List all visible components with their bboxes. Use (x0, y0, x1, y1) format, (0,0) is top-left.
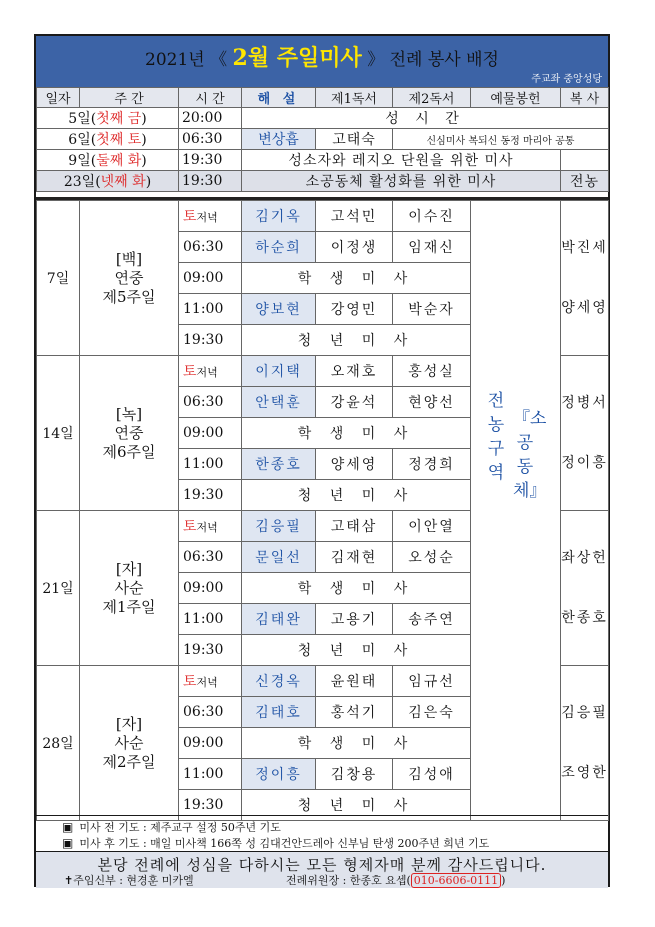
reading2-cell: 이안열 (393, 511, 471, 542)
mass-time: 11:00 (179, 604, 242, 635)
header-offering: 예물봉헌 (471, 88, 561, 108)
commentator-cell: 김태완 (242, 604, 316, 635)
title-month: 2월 주일미사 (232, 45, 362, 71)
youth-mass-cell: 청 년 미 사 (242, 480, 471, 511)
offering-vertical-text (471, 201, 560, 820)
commentator-cell: 양보현 (242, 294, 316, 325)
commentator-cell: 김태호 (242, 697, 316, 728)
special-row (37, 150, 609, 171)
header-server: 복 사 (561, 88, 609, 108)
commentator-cell: 정이흥 (242, 759, 316, 790)
special-date: 6일(첫째 토) (37, 129, 179, 150)
note-line: ▣ 미사 후 기도 : 매일 미사책 166쪽 성 김대건안드레아 신부님 탄생 200주년 희년 기도 (62, 836, 490, 850)
mass-time: 09:00 (179, 418, 242, 449)
evening-label: 저녁 (196, 211, 218, 224)
reading1-cell: 고용기 (316, 604, 393, 635)
server-name: 김응필 (561, 705, 608, 721)
season-name: 사순 (114, 578, 144, 597)
page-title (36, 41, 608, 72)
mass-time: 06:30 (179, 542, 242, 573)
season-name: 연중 (114, 423, 144, 442)
prayer-notes (36, 815, 608, 852)
liturgical-season (80, 666, 179, 821)
commentator-cell: 김응필 (242, 511, 316, 542)
mass-time: 11:00 (179, 449, 242, 480)
special-time: 06:30 (179, 129, 242, 150)
special-server: 전농 (561, 171, 609, 192)
mass-time: 19:30 (179, 480, 242, 511)
reading1-cell: 고석민 (316, 201, 393, 232)
mass-time: 09:00 (179, 573, 242, 604)
special-time: 19:30 (179, 171, 242, 192)
evening-label: 저녁 (196, 366, 218, 379)
altar-server-cell (561, 511, 609, 666)
special-date: 5일(첫째 금) (37, 108, 179, 129)
student-mass-cell: 학 생 미 사 (242, 728, 471, 759)
table-header-row (37, 88, 609, 108)
reading2-cell: 홍성실 (393, 356, 471, 387)
special-time: 20:00 (179, 108, 242, 129)
altar-server-cell (561, 666, 609, 821)
altar-server-cell (561, 201, 609, 356)
sunday-date: 28일 (37, 666, 80, 821)
week-name: 제2주일 (102, 752, 156, 771)
special-row (37, 129, 609, 150)
reading1-cell: 이정생 (316, 232, 393, 263)
reading1-cell: 강윤석 (316, 387, 393, 418)
chair-line: 전례위원장 : 한종호 요셉( 010-6606-0111 ) (286, 874, 506, 887)
mass-time: 09:00 (179, 728, 242, 759)
server-name: 박진세 (561, 240, 608, 256)
square-bullet-icon: ▣ (62, 820, 74, 834)
reading2-cell: 임규선 (393, 666, 471, 697)
mass-time: 19:30 (179, 790, 242, 821)
schedule-row (37, 201, 609, 232)
vestment-color: [자] (115, 714, 143, 733)
reading1-cell: 오재호 (316, 356, 393, 387)
evening-label: 저녁 (196, 521, 218, 534)
special-server (561, 150, 609, 171)
youth-mass-cell: 청 년 미 사 (242, 790, 471, 821)
week-name: 제5주일 (102, 287, 156, 306)
student-mass-cell: 학 생 미 사 (242, 418, 471, 449)
season-name: 연중 (114, 268, 144, 287)
mass-time: 19:30 (179, 635, 242, 666)
reading1-cell: 양세영 (316, 449, 393, 480)
server-name: 정병서 (561, 395, 608, 411)
special-date: 9일(둘째 화) (37, 150, 179, 171)
header-reading2: 제2독서 (393, 88, 471, 108)
sunday-date: 14일 (37, 356, 80, 511)
special-time: 19:30 (179, 150, 242, 171)
server-name: 조영한 (561, 765, 608, 781)
special-reading1: 고태숙 (316, 129, 393, 150)
saturday-label: 토 (183, 519, 197, 535)
title-prefix: 2021년 《 (145, 50, 228, 70)
commentator-cell: 김기옥 (242, 201, 316, 232)
special-description: 소공동체 활성화를 위한 미사 (242, 171, 561, 192)
reading2-cell: 정경희 (393, 449, 471, 480)
server-name: 정이흥 (561, 455, 608, 471)
special-description: 성소자와 레지오 단원을 위한 미사 (242, 150, 561, 171)
special-row (37, 108, 609, 129)
saturday-label: 토 (183, 364, 197, 380)
server-name: 좌상헌 (561, 550, 608, 566)
schedule-sheet (34, 34, 610, 887)
server-name: 양세영 (561, 300, 608, 316)
footer (36, 851, 608, 888)
note-line: ▣ 미사 전 기도 : 제주교구 설정 50주년 기도 (62, 820, 281, 834)
title-bar (36, 36, 608, 88)
week-name: 제6주일 (102, 442, 156, 461)
liturgical-season (80, 201, 179, 356)
header-date: 일자 (37, 88, 80, 108)
season-name: 사순 (114, 733, 144, 752)
reading2-cell: 이수진 (393, 201, 471, 232)
reading2-cell: 오성순 (393, 542, 471, 573)
reading1-cell: 윤원태 (316, 666, 393, 697)
sunday-date: 7일 (37, 201, 80, 356)
server-name: 한종호 (561, 610, 608, 626)
week-name: 제1주일 (102, 597, 156, 616)
evening-label: 저녁 (196, 676, 218, 689)
saturday-label: 토 (183, 674, 197, 690)
mass-time: 11:00 (179, 294, 242, 325)
header-week: 주 간 (80, 88, 179, 108)
reading1-cell: 김창용 (316, 759, 393, 790)
offering-group-left: 전 농 구 역 (487, 391, 505, 483)
reading2-cell: 현양선 (393, 387, 471, 418)
phone-number: 010-6606-0111 (411, 873, 501, 888)
special-note: 신심미사 복되신 동정 마리아 공통 (393, 129, 609, 150)
mass-time: 09:00 (179, 263, 242, 294)
mass-time: 06:30 (179, 232, 242, 263)
pastor-line: ✝주임신부 : 현경훈 미카엘 (64, 874, 194, 887)
student-mass-cell: 학 생 미 사 (242, 573, 471, 604)
reading2-cell: 송주연 (393, 604, 471, 635)
student-mass-cell: 학 생 미 사 (242, 263, 471, 294)
commentator-cell: 안택훈 (242, 387, 316, 418)
youth-mass-cell: 청 년 미 사 (242, 635, 471, 666)
commentator-cell: 문일선 (242, 542, 316, 573)
saturday-evening-label (179, 201, 242, 232)
sunday-date: 21일 (37, 511, 80, 666)
reading1-cell: 고태삼 (316, 511, 393, 542)
header-time: 시 간 (179, 88, 242, 108)
reading2-cell: 임재신 (393, 232, 471, 263)
reading1-cell: 홍석기 (316, 697, 393, 728)
commentator-cell: 하순희 (242, 232, 316, 263)
vestment-color: [녹] (115, 404, 143, 423)
mass-time: 06:30 (179, 697, 242, 728)
special-description: 성 시 간 (242, 108, 609, 129)
thanks-message: 본당 전례에 성심을 다하시는 모든 형제자매 분께 감사드립니다. (97, 856, 547, 874)
mass-time: 19:30 (179, 325, 242, 356)
square-bullet-icon: ▣ (62, 836, 74, 850)
offering-cell (471, 201, 561, 821)
header-commentary: 해 설 (242, 88, 316, 108)
reading2-cell: 김성애 (393, 759, 471, 790)
saturday-evening-label (179, 666, 242, 697)
saturday-evening-label (179, 356, 242, 387)
commentator-cell: 신경옥 (242, 666, 316, 697)
reading1-cell: 강영민 (316, 294, 393, 325)
liturgical-season (80, 356, 179, 511)
reading2-cell: 박순자 (393, 294, 471, 325)
liturgical-season (80, 511, 179, 666)
reading2-cell: 김은숙 (393, 697, 471, 728)
mass-time: 11:00 (179, 759, 242, 790)
special-date: 23일(넷째 화) (37, 171, 179, 192)
header-reading1: 제1독서 (316, 88, 393, 108)
commentator-cell: 이지택 (242, 356, 316, 387)
vestment-color: [자] (115, 559, 143, 578)
saturday-label: 토 (183, 209, 197, 225)
reading1-cell: 김재현 (316, 542, 393, 573)
mass-time: 06:30 (179, 387, 242, 418)
commentator-cell: 한종호 (242, 449, 316, 480)
offering-group-right: 『소 공 동 체』 (513, 409, 547, 501)
title-suffix: 》 전례 봉사 배정 (367, 50, 499, 70)
vestment-color: [백] (115, 249, 143, 268)
special-row (37, 171, 609, 192)
altar-server-cell (561, 356, 609, 511)
saturday-evening-label (179, 511, 242, 542)
sunday-schedule-table (36, 200, 609, 821)
youth-mass-cell: 청 년 미 사 (242, 325, 471, 356)
special-lector: 변상흡 (242, 129, 316, 150)
special-mass-table (36, 87, 609, 192)
parish-name: 주교좌 중앙성당 (531, 74, 602, 85)
